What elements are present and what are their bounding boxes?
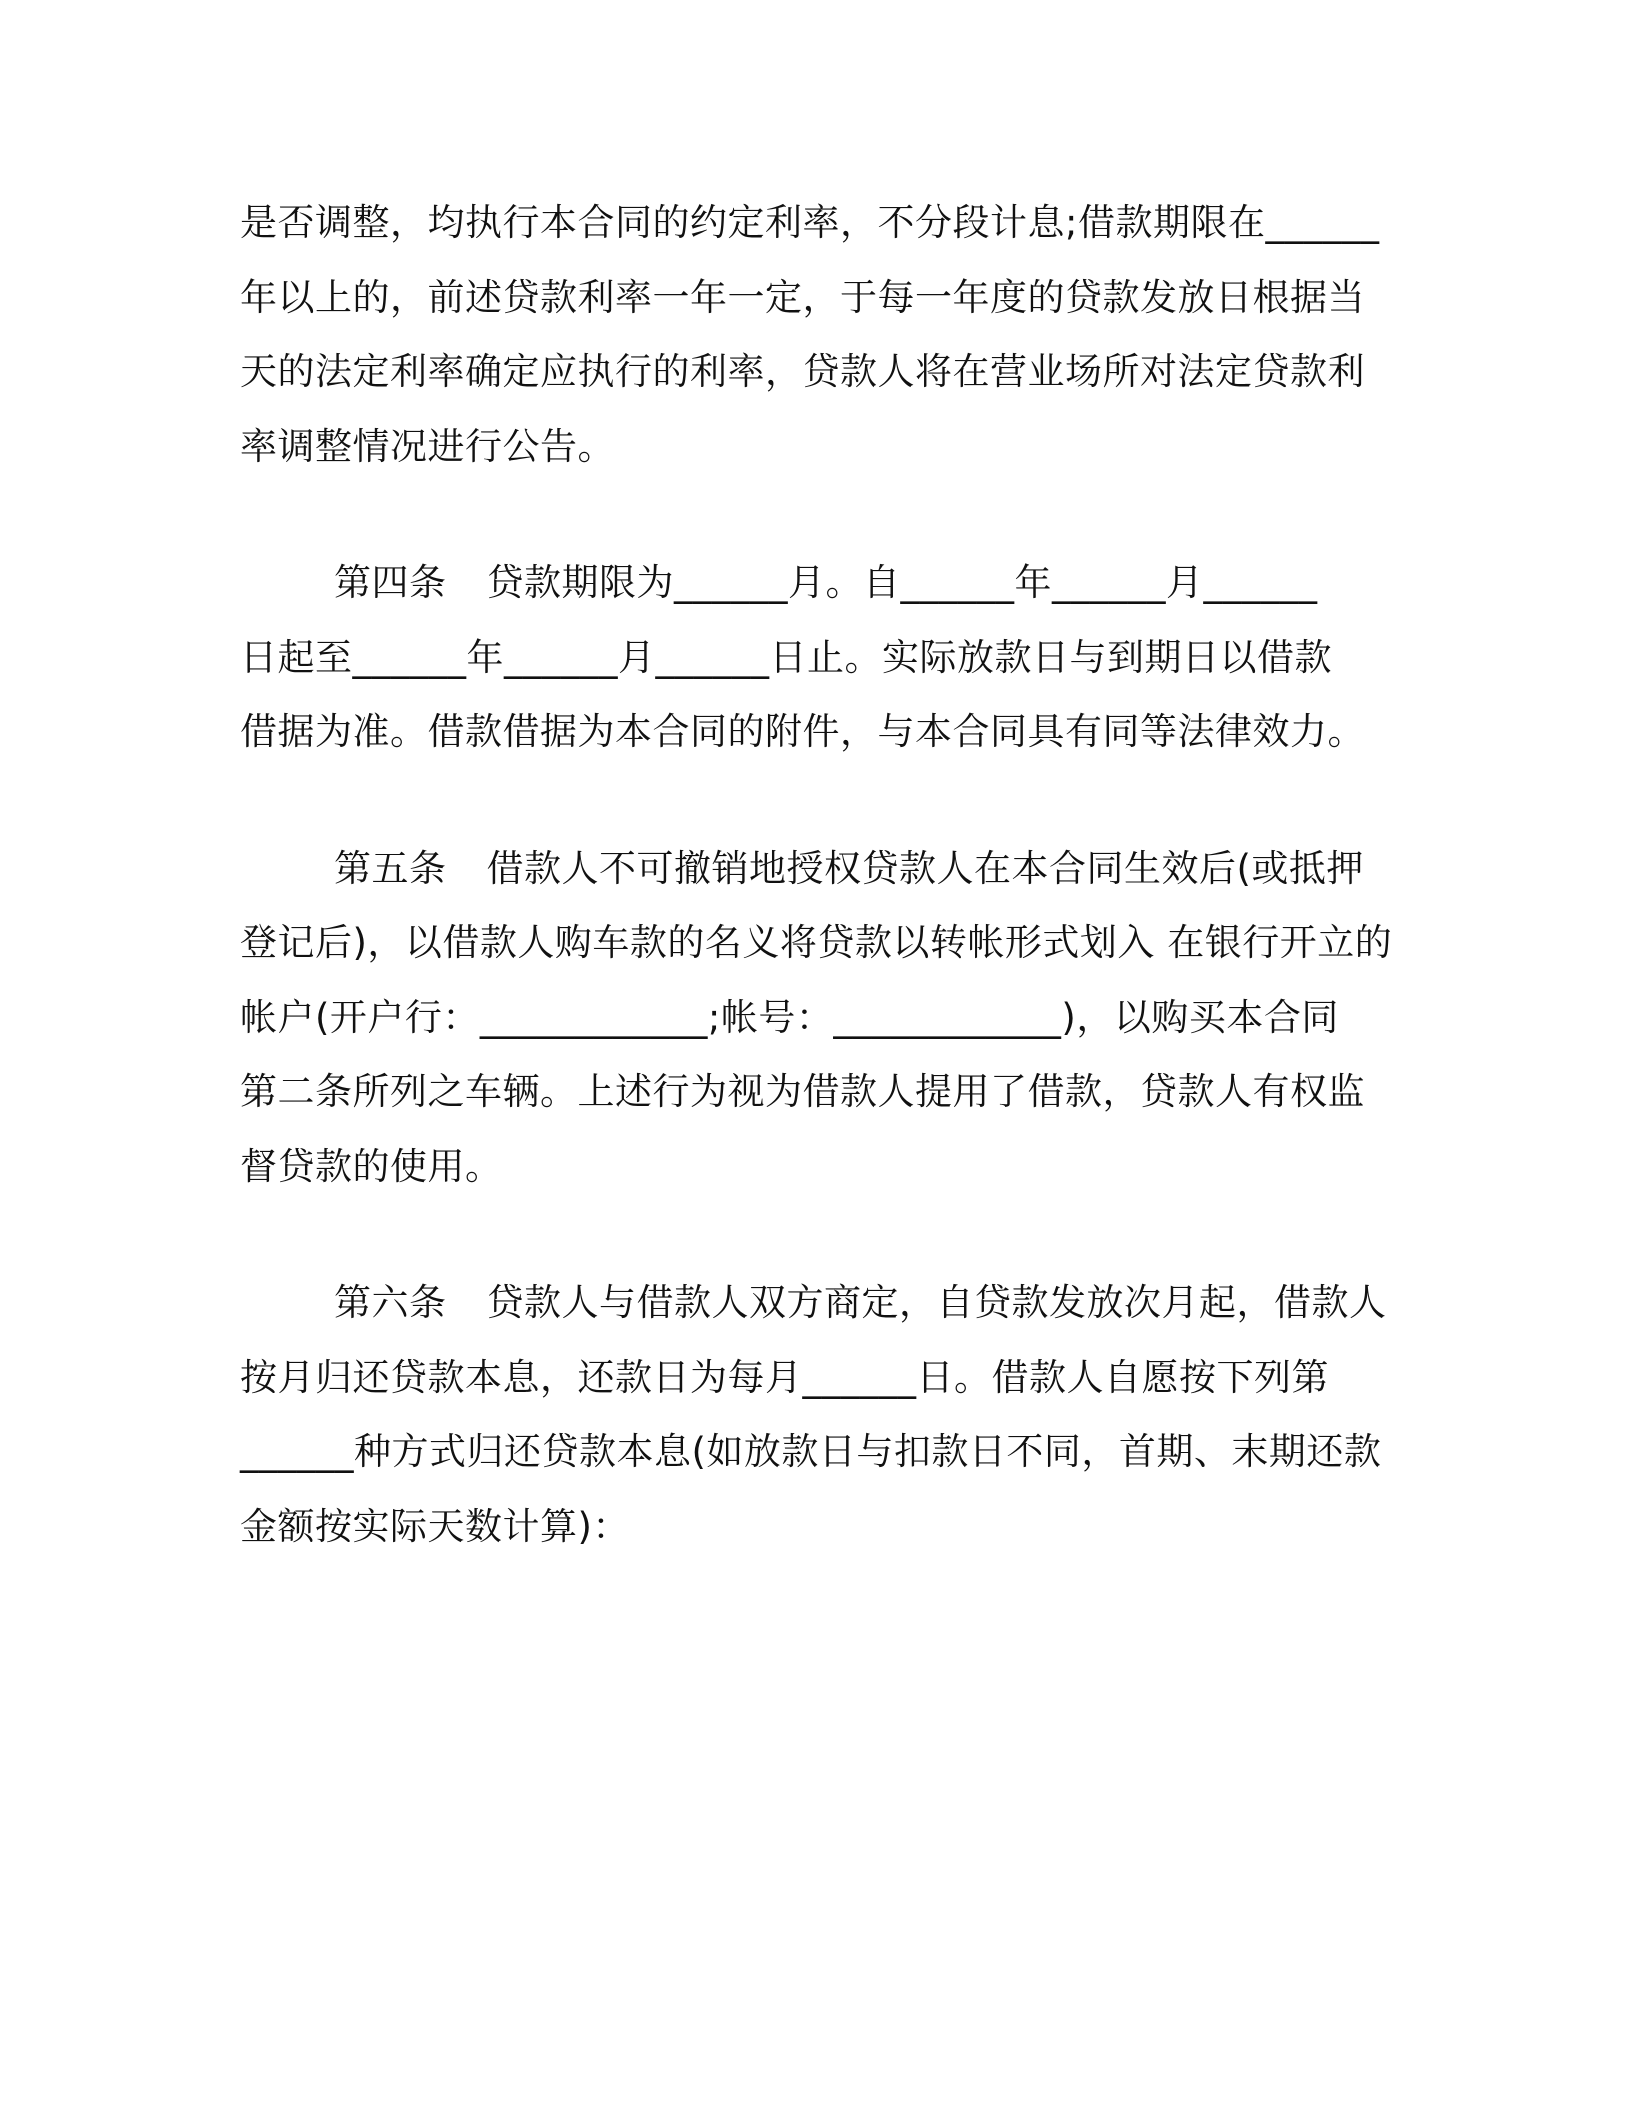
paragraph-article-4 [240,546,1390,770]
text-line [240,546,1390,621]
text-line: ______种方式归还贷款本息(如放款日与扣款日不同，首期、末期还款 [240,1430,1382,1473]
text-line: 是否调整，均执行本合同的约定利率，不分段计息;借款期限在______ [240,201,1380,244]
text-line: 第二条所列之车辆。上述行为视为借款人提用了借款，贷款人有权监 [240,1070,1365,1113]
text-line: 金额按实际天数计算)： [240,1504,630,1548]
article-number: 第五条 [334,846,447,890]
text-line: 帐户(开户行：____________;帐号：____________)，以购买本合同 [240,995,1339,1039]
text-line: 借据为准。借款借据为本合同的附件，与本合同具有同等法律效力。 [240,710,1365,753]
article-number: 第六条 [334,1281,447,1324]
paragraph-interest-continuation [240,186,1390,484]
text-line [240,1266,1390,1341]
text-line: 率调整情况进行公告。 [240,424,615,468]
paragraph-article-6 [240,1266,1390,1564]
text-line: 年以上的，前述贷款利率一年一定，于每一年度的贷款发放日根据当 [240,275,1365,319]
paragraph-article-5 [240,832,1393,1205]
text-line: 登记后)，以借款人购车款的名义将贷款以转帐形式划入 在银行开立的 [240,921,1393,964]
text-line-content: 贷款期限为______月。自______年______月______ [486,561,1318,604]
text-line: 天的法定利率确定应执行的利率，贷款人将在营业场所对法定贷款利 [240,350,1365,393]
text-line: 按月归还贷款本息，还款日为每月______日。借款人自愿按下列第 [240,1355,1329,1399]
document-body [240,186,1393,1564]
text-line: 日起至______年______月______日止。实际放款日与到期日以借款 [240,635,1332,679]
text-line [240,832,1390,907]
article-number: 第四条 [334,561,447,604]
text-line-content: 借款人不可撤销地授权贷款人在本合同生效后(或抵押 [486,846,1364,890]
text-line-content: 贷款人与借款人双方商定，自贷款发放次月起，借款人 [486,1281,1387,1324]
text-line: 督贷款的使用。 [240,1144,503,1188]
